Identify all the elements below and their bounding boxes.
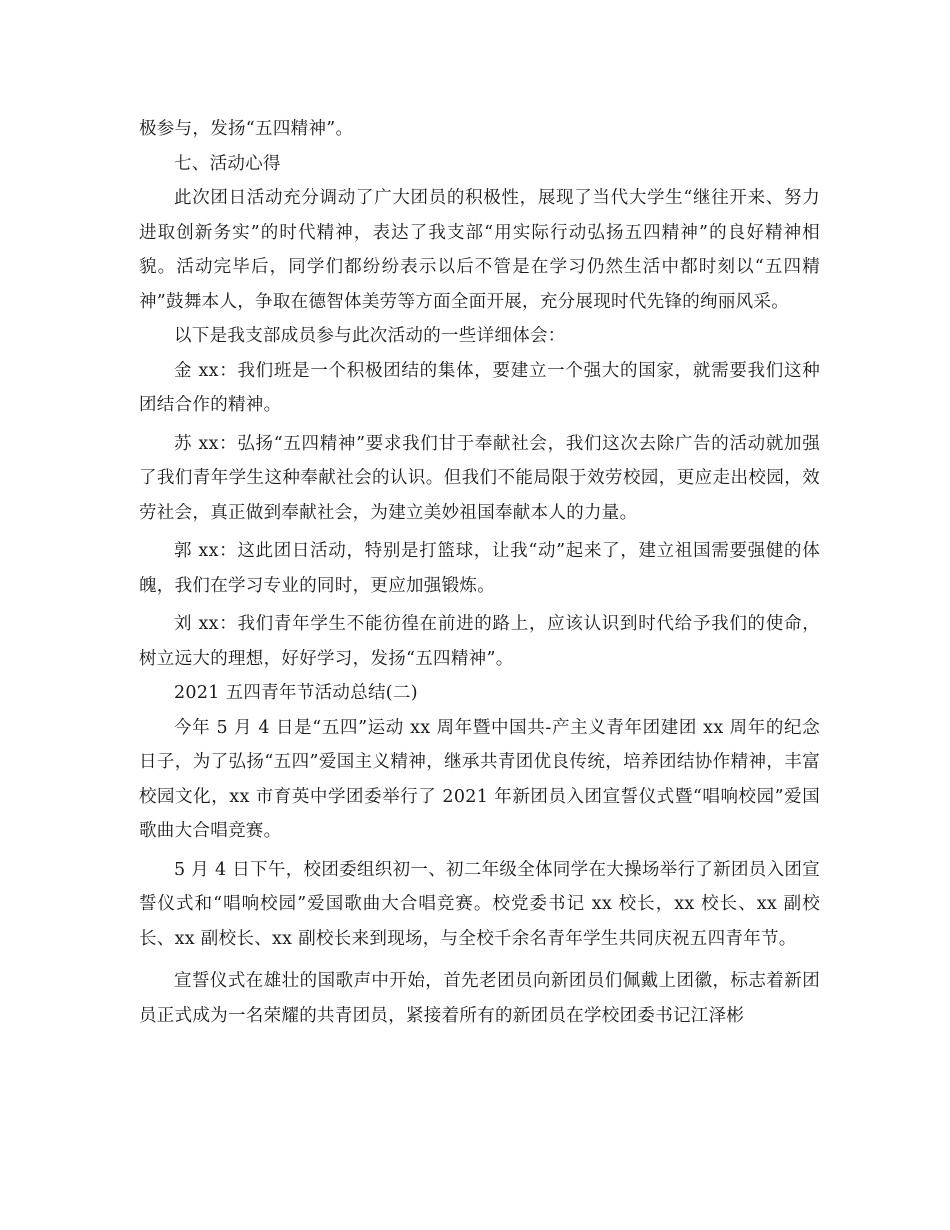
paragraph-member-jin: 金 xx：我们班是一个积极团结的集体，要建立一个强大的国家，就需要我们这种团结合作的精神。 bbox=[139, 360, 820, 415]
paragraph-intro-members: 以下是我支部成员参与此次活动的一些详细体会： bbox=[174, 326, 566, 346]
document-body bbox=[139, 112, 820, 1033]
paragraph-member-guo: 郭 xx：这此团日活动，特别是打篮球，让我“动”起来了，建立祖国需要强健的体魄，我们在学习专业的同时，更应加强锻炼。 bbox=[139, 541, 820, 596]
paragraph-member-liu: 刘 xx：我们青年学生不能彷徨在前进的路上，应该认识到时代给予我们的使命，树立远大的理想，好好学习，发扬“五四精神”。 bbox=[139, 614, 820, 669]
paragraph-member-su: 苏 xx：弘扬“五四精神”要求我们甘于奉献社会，我们这次去除广告的活动就加强了我们青年学生这种奉献社会的认识。但我们不能局限于效劳校园，更应走出校园，效劳社会，真正做到奉献社会，为建立美妙祖国奉献本人的力量。 bbox=[139, 433, 820, 523]
paragraph-reflection: 此次团日活动充分调动了广大团员的积极性，展现了当代大学生“继往开来、努力进取创新务实”的时代精神，表达了我支部“用实际行动弘扬五四精神”的良好精神相貌。活动完毕后，同学们都纷纷表示以后不管是在学习仍然生活中都时刻以“五四精神”鼓舞本人，争取在德智体美劳等方面全面开展，充分展现时代先锋的绚丽风采。 bbox=[139, 188, 820, 312]
paragraph-may-fourth-anniversary: 今年 5 月 4 日是“五四”运动 xx 周年暨中国共-产主义青年团建团 xx 周年的纪念日子，为了弘扬“五四”爱国主义精神，继承共青团优良传统，培养团结协作精神，丰富校园文化，xx 市育英中学团委举行了 2021 年新团员入团宣誓仪式暨“唱响校园”爱国歌曲大合唱竞赛。 bbox=[139, 717, 820, 841]
paragraph-oath-start: 宣誓仪式在雄壮的国歌声中开始，首先老团员向新团员们佩戴上团徽，标志着新团员正式成为一名荣耀的共青团员，紧接着所有的新团员在学校团委书记江泽彬 bbox=[139, 971, 820, 1026]
paragraph-oath-ceremony: 5 月 4 日下午，校团委组织初一、初二年级全体同学在大操场举行了新团员入团宣誓仪式和“唱响校园”爱国歌曲大合唱竞赛。校党委书记 xx 校长，xx 校长、xx 副校长、xx 副校长、xx 副校长来到现场，与全校千余名青年学生共同庆祝五四青年节。 bbox=[139, 859, 820, 949]
paragraph-continuation: 极参与，发扬“五四精神”。 bbox=[139, 119, 354, 139]
section-heading-activity-reflection: 七、活动心得 bbox=[174, 153, 281, 174]
section-heading-summary-two: 2021 五四青年节活动总结(二) bbox=[174, 683, 418, 703]
